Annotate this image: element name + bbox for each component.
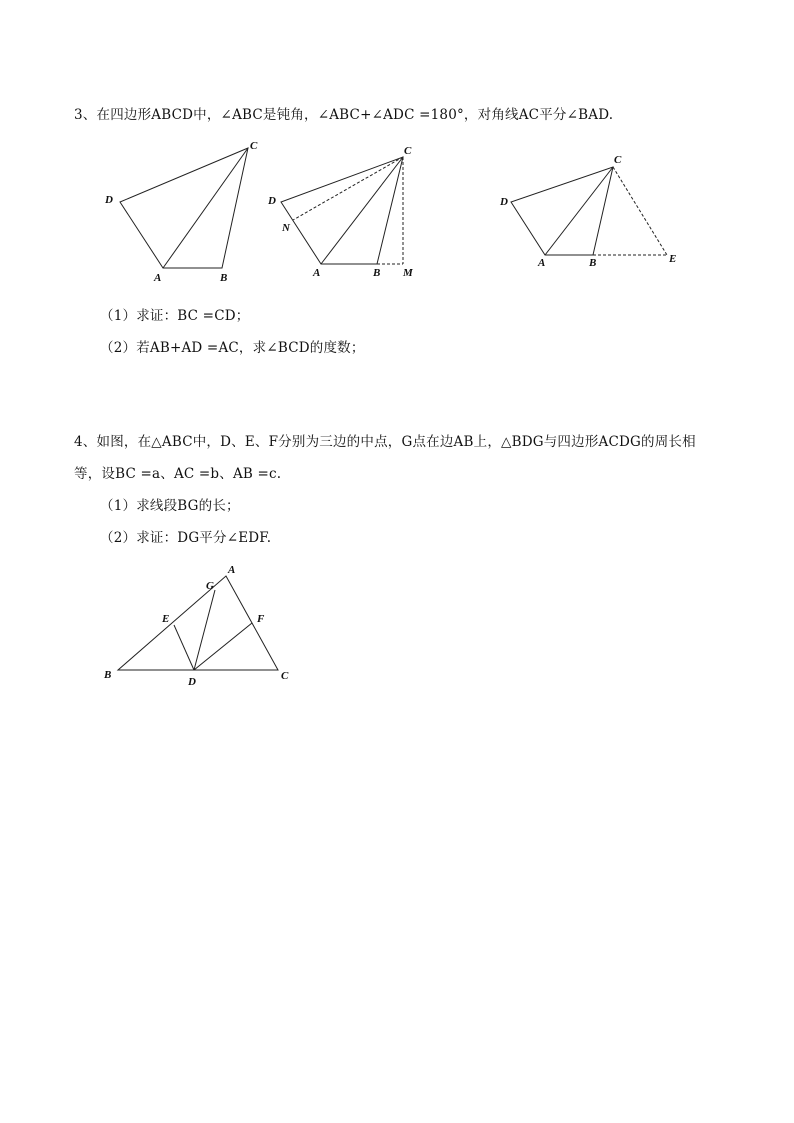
problem3-part1: （1）求证：BC =CD；: [100, 308, 250, 324]
segment-ce: [613, 167, 667, 255]
problem4-part1: （1）求线段BG的长；: [100, 498, 240, 514]
label-b: B: [589, 257, 597, 269]
label-a: A: [313, 267, 321, 279]
label-n: N: [282, 222, 290, 234]
problem3-figure-1: [100, 138, 270, 288]
label-d: D: [105, 194, 113, 206]
problem4-statement-line2: 等，设BC =a、AC =b、AB =c.: [74, 466, 282, 482]
label-a: A: [154, 272, 162, 284]
label-e: E: [669, 253, 677, 265]
segment-df: [194, 623, 252, 670]
diagonal-ac: [321, 157, 403, 264]
problem3-part2: （2）若AB+AD =AC，求∠BCD的度数；: [100, 340, 365, 356]
problem3-figure-3: [495, 150, 690, 270]
problem3-statement: 3、在四边形ABCD中，∠ABC是钝角，∠ABC+∠ADC =180°，对角线AC平分∠BAD.: [74, 107, 614, 123]
label-c: C: [404, 145, 412, 157]
segment-de: [174, 625, 194, 670]
problem4-part2: （2）求证：DG平分∠EDF.: [100, 530, 272, 546]
label-b: B: [104, 669, 112, 681]
problem3-figure-2: [265, 140, 425, 285]
label-b: B: [373, 267, 381, 279]
segment-dg: [194, 590, 215, 670]
quad-abcd: [281, 157, 403, 264]
label-f: F: [257, 613, 265, 625]
label-d: D: [500, 196, 508, 208]
label-b: B: [220, 272, 228, 284]
label-a: A: [228, 564, 236, 576]
problem4-statement-line1: 4、如图，在△ABC中，D、E、F分别为三边的中点，G点在边AB上，△BDG与四边形ACDG的周长相: [74, 434, 696, 450]
label-e: E: [162, 613, 170, 625]
label-c: C: [250, 140, 258, 152]
label-c: C: [281, 670, 289, 682]
label-g: G: [206, 580, 214, 592]
label-d: D: [268, 195, 276, 207]
label-d: D: [188, 676, 196, 688]
label-a: A: [538, 257, 546, 269]
label-c: C: [614, 154, 622, 166]
quad-abcd: [511, 167, 613, 255]
label-m: M: [403, 267, 413, 279]
quad-abcd: [120, 148, 248, 268]
problem4-figure: [100, 560, 300, 690]
segment-cn: [293, 157, 403, 220]
